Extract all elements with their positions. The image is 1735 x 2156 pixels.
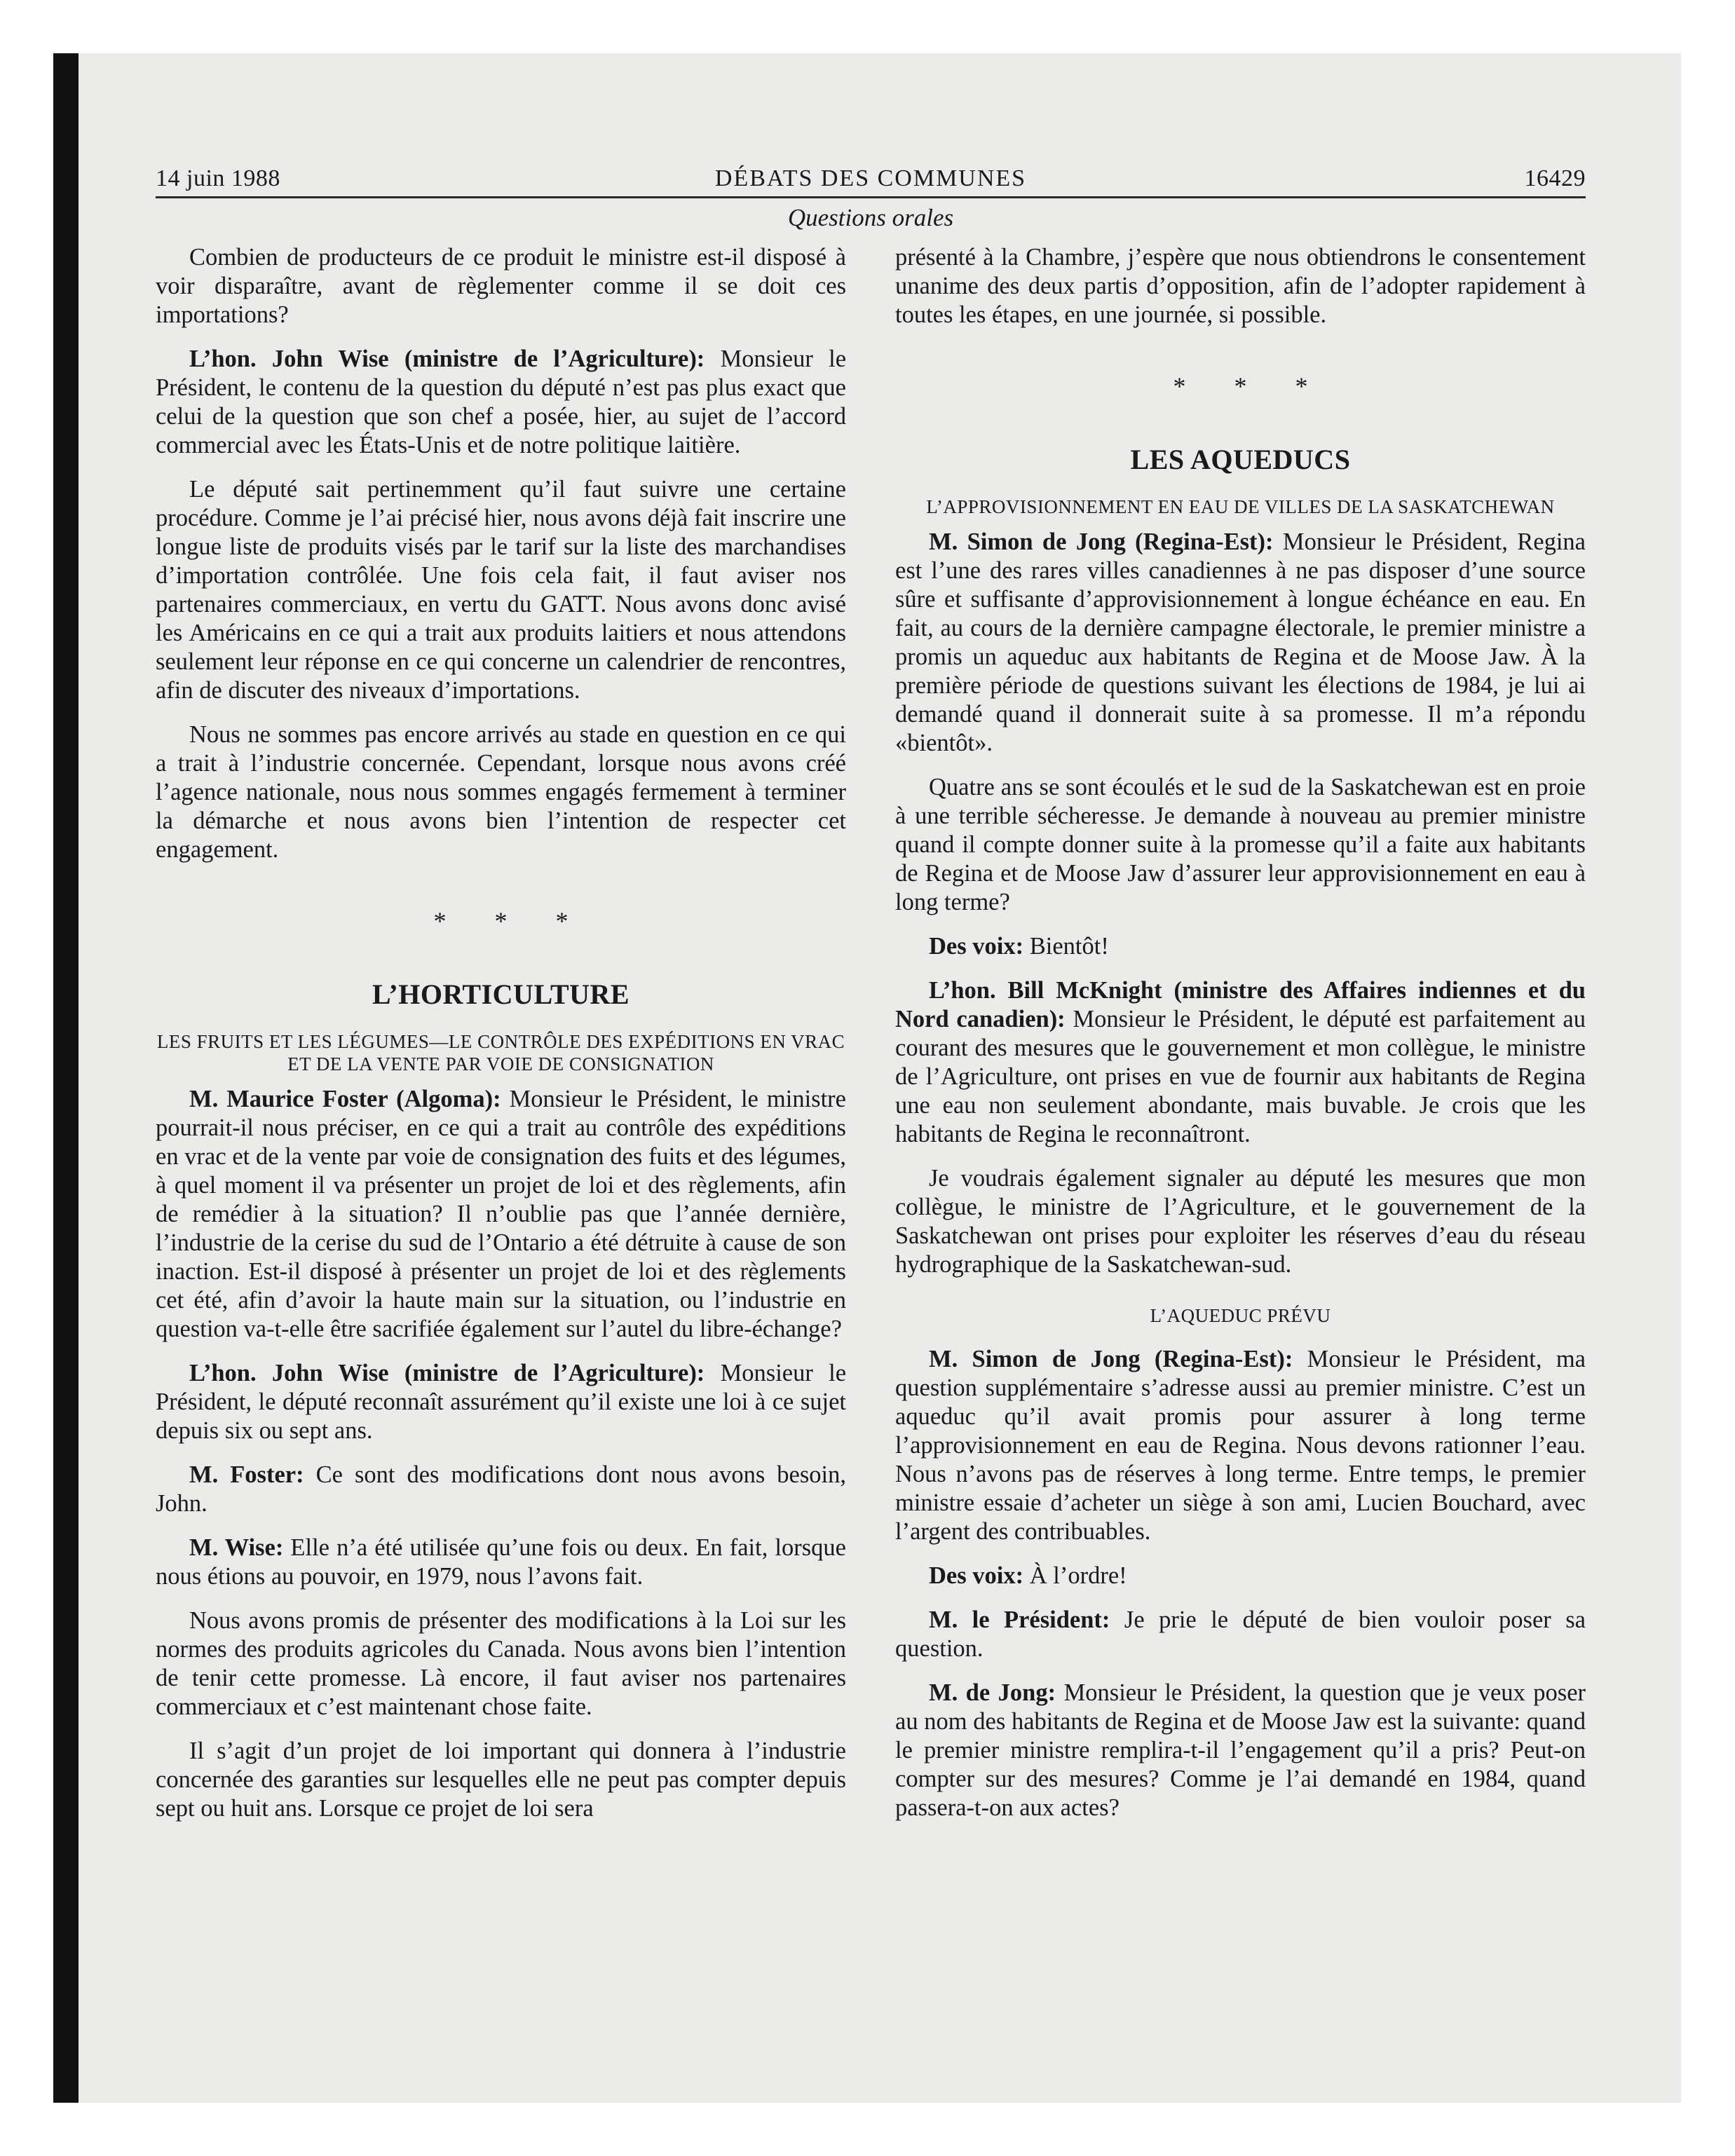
- header-title: DÉBATS DES COMMUNES: [714, 165, 1027, 191]
- speech-text: Je prie le député de bien vouloir poser sa question.: [895, 1606, 1586, 1662]
- header-date: 14 juin 1988: [156, 165, 280, 191]
- sub-heading: L’AQUEDUC PRÉVU: [1150, 1305, 1331, 1326]
- paragraph: [156, 1534, 846, 1591]
- paragraph: [156, 1461, 846, 1518]
- speaker-name: L’hon. Bill McKnight (ministre des Affaires indiennes et du Nord canadien):: [895, 977, 1586, 1032]
- speech-text: Elle n’a été utilisée qu’une fois ou deux. En fait, lorsque nous étions au pouvoir, en 1979, nous l’avons fait.: [156, 1534, 846, 1590]
- speech-text: Ce sont des modifications dont nous avons besoin, John.: [156, 1461, 846, 1517]
- speaker-name: M. le Président:: [929, 1606, 1110, 1633]
- speaker-name: L’hon. John Wise (ministre de l’Agriculture):: [189, 346, 705, 372]
- section-separator: * * *: [1173, 372, 1329, 400]
- header-subtitle: Questions orales: [787, 204, 954, 231]
- speaker-name: M. Wise:: [189, 1534, 284, 1561]
- section-title: L’HORTICULTURE: [372, 978, 630, 1010]
- paragraph: [156, 345, 846, 460]
- paragraph: [895, 1606, 1586, 1663]
- speaker-name: M. Foster:: [189, 1461, 304, 1488]
- section-subtitle: L’APPROVISIONNEMENT EN EAU DE VILLES DE LA SASKATCHEWAN: [926, 496, 1555, 517]
- paragraph: Combien de producteurs de ce produit le ministre est-il disposé à voir disparaître, avant de règlementer comme il se doit ces importations?: [156, 244, 846, 328]
- speaker-name: Des voix:: [929, 1562, 1024, 1589]
- paragraph: Je voudrais également signaler au député les mesures que mon collègue, le ministre de l’Agriculture, et le gouvernement de la Saskatchewan ont prises pour exploiter les réserves d’eau du réseau hydrographique de la Saskatchewan-sud.: [895, 1165, 1586, 1278]
- section-title: LES AQUEDUCS: [1130, 444, 1351, 475]
- speech-text: Monsieur le Président, la question que je veux poser au nom des habitants de Regina et de Moose Jaw est la suivante: quand le premier ministre remplira-t-il l’engagement qu’il a pris? Peut-on compter sur des mesures? Comme je l’ai demandé en 1984, quand passera-t-on aux actes?: [895, 1679, 1586, 1821]
- speech-text: Monsieur le Président, ma question supplémentaire s’adresse aussi au premier ministre. C’est un aqueduc qu’il avait promis pour assurer à long terme l’approvisionnement en eau de Regina. Nous devons rationner l’eau. Nous n’avons pas de réserves à long terme. Entre temps, le premier ministre essaie d’acheter un siège à son ami, Lucien Bouchard, avec l’argent des contribuables.: [895, 1346, 1586, 1545]
- paragraph: présenté à la Chambre, j’espère que nous obtiendrons le consentement unanime des deux partis d’opposition, afin de l’adopter rapidement à toutes les étapes, en une journée, si possible.: [895, 244, 1586, 328]
- speech-text: Monsieur le Président, Regina est l’une des rares villes canadiennes à ne pas disposer d’une source sûre et suffisante d’approvisionnement à longue échéance en eau. En fait, au cours de la dernière campagne électorale, le premier ministre a promis un aqueduc aux habitants de Regina et de Moose Jaw. À la première période de questions suivant les élections de 1984, je lui ai demandé quand il donnerait suite à sa promesse. Il m’a répondu «bientôt».: [895, 528, 1586, 756]
- speaker-name: M. Simon de Jong (Regina-Est):: [929, 528, 1274, 555]
- binding-edge: [53, 53, 79, 2103]
- paragraph: [895, 1562, 1586, 1590]
- speech-text: Monsieur le Président, le ministre pourrait-il nous préciser, en ce qui a trait au contrôle des expéditions en vrac et de la vente par voie de consignation des fuits et des légumes, à quel moment il va présenter un projet de loi et des règlements, afin de remédier à la situation? Il n’oublie pas que l’année dernière, l’industrie de la cerise du sud de l’Ontario a été détruite à cause de son inaction. Est-il disposé à présenter un projet de loi et des règlements cet été, afin d’avoir la haute main sur la situation, ou l’industrie en question va-t-elle être sacrifiée également sur l’autel du libre-échange?: [156, 1086, 846, 1342]
- paragraph: [895, 932, 1586, 961]
- paragraph: Nous avons promis de présenter des modifications à la Loi sur les normes des produits agricoles du Canada. Nous avons bien l’intention de tenir cette promesse. Là encore, il faut aviser nos partenaires commerciaux et c’est maintenant chose faite.: [156, 1607, 846, 1720]
- speech-text: Bientôt!: [1023, 933, 1109, 960]
- paragraph: Nous ne sommes pas encore arrivés au stade en question en ce qui a trait à l’industrie concernée. Cependant, lorsque nous avons créé l’agence nationale, nous nous sommes engagés fermement à terminer la démarche et nous avons bien l’intention de respecter cet engagement.: [156, 721, 846, 863]
- speech-text: Monsieur le Président, le député reconnaît assurément qu’il existe une loi à ce sujet depuis six ou sept ans.: [156, 1360, 847, 1444]
- speaker-name: M. Simon de Jong (Regina-Est):: [929, 1346, 1293, 1372]
- paragraph: [156, 1359, 846, 1445]
- paragraph: [895, 1679, 1586, 1822]
- paragraph: [156, 1085, 846, 1344]
- speech-text: Monsieur le Président, le député est parfaitement au courant des mesures que le gouvernement et mon collègue, le ministre de l’Agriculture, ont prises en vue de fournir aux habitants de Regina une eau non seulement abondante, mais buvable. Je crois que les habitants de Regina le reconnaîtront.: [895, 1006, 1586, 1147]
- paragraph: [895, 976, 1586, 1149]
- speaker-name: L’hon. John Wise (ministre de l’Agriculture):: [189, 1360, 705, 1386]
- speaker-name: M. Maurice Foster (Algoma):: [189, 1086, 501, 1112]
- left-column: [156, 243, 846, 1838]
- speaker-name: M. de Jong:: [929, 1679, 1056, 1706]
- right-column: [895, 243, 1586, 1838]
- header-page-number: 16429: [1524, 165, 1586, 191]
- paragraph: [895, 528, 1586, 758]
- paragraph: Quatre ans se sont écoulés et le sud de la Saskatchewan est en proie à une terrible sécheresse. Je demande à nouveau au premier ministre quand il compte donner suite à la promesse qu’il a faite aux habitants de Regina et de Moose Jaw d’assurer leur approvisionnement en eau à long terme?: [895, 774, 1586, 915]
- section-subtitle: LES FRUITS ET LES LÉGUMES—LE CONTRÔLE DES EXPÉDITIONS EN VRAC ET DE LA VENTE PAR VOIE DE CONSIGNATION: [156, 1031, 845, 1074]
- speaker-name: Des voix:: [929, 933, 1024, 960]
- speech-text: À l’ordre!: [1023, 1562, 1127, 1589]
- text-columns: [156, 243, 1586, 1838]
- paragraph: [895, 1345, 1586, 1546]
- paragraph: Il s’agit d’un projet de loi important qui donnera à l’industrie concernée des garanties sur lesquelles elle ne peut pas compter depuis sept ou huit ans. Lorsque ce projet de loi sera: [156, 1738, 846, 1822]
- hansard-page: [156, 161, 1586, 2054]
- running-head: [156, 161, 1586, 198]
- speech-text: Monsieur le Président, le contenu de la question du député n’est pas plus exact que celui de la question que son chef a posée, hier, au sujet de l’accord commercial avec les États-Unis et de notre politique laitière.: [156, 346, 847, 458]
- section-separator: * * *: [433, 907, 590, 935]
- paragraph: Le député sait pertinemment qu’il faut suivre une certaine procédure. Comme je l’ai précisé hier, nous avons déjà fait inscrire une longue liste de produits visés par le tarif sur la liste des marchandises d’importation contrôlée. Une fois cela fait, il faut aviser nos partenaires commerciaux, en vertu du GATT. Nous avons donc avisé les Américains en ce qui a trait aux produits laitiers et nous attendons seulement leur réponse en ce qui concerne un calendrier de rencontres, afin de discuter des niveaux d’importations.: [156, 476, 846, 704]
